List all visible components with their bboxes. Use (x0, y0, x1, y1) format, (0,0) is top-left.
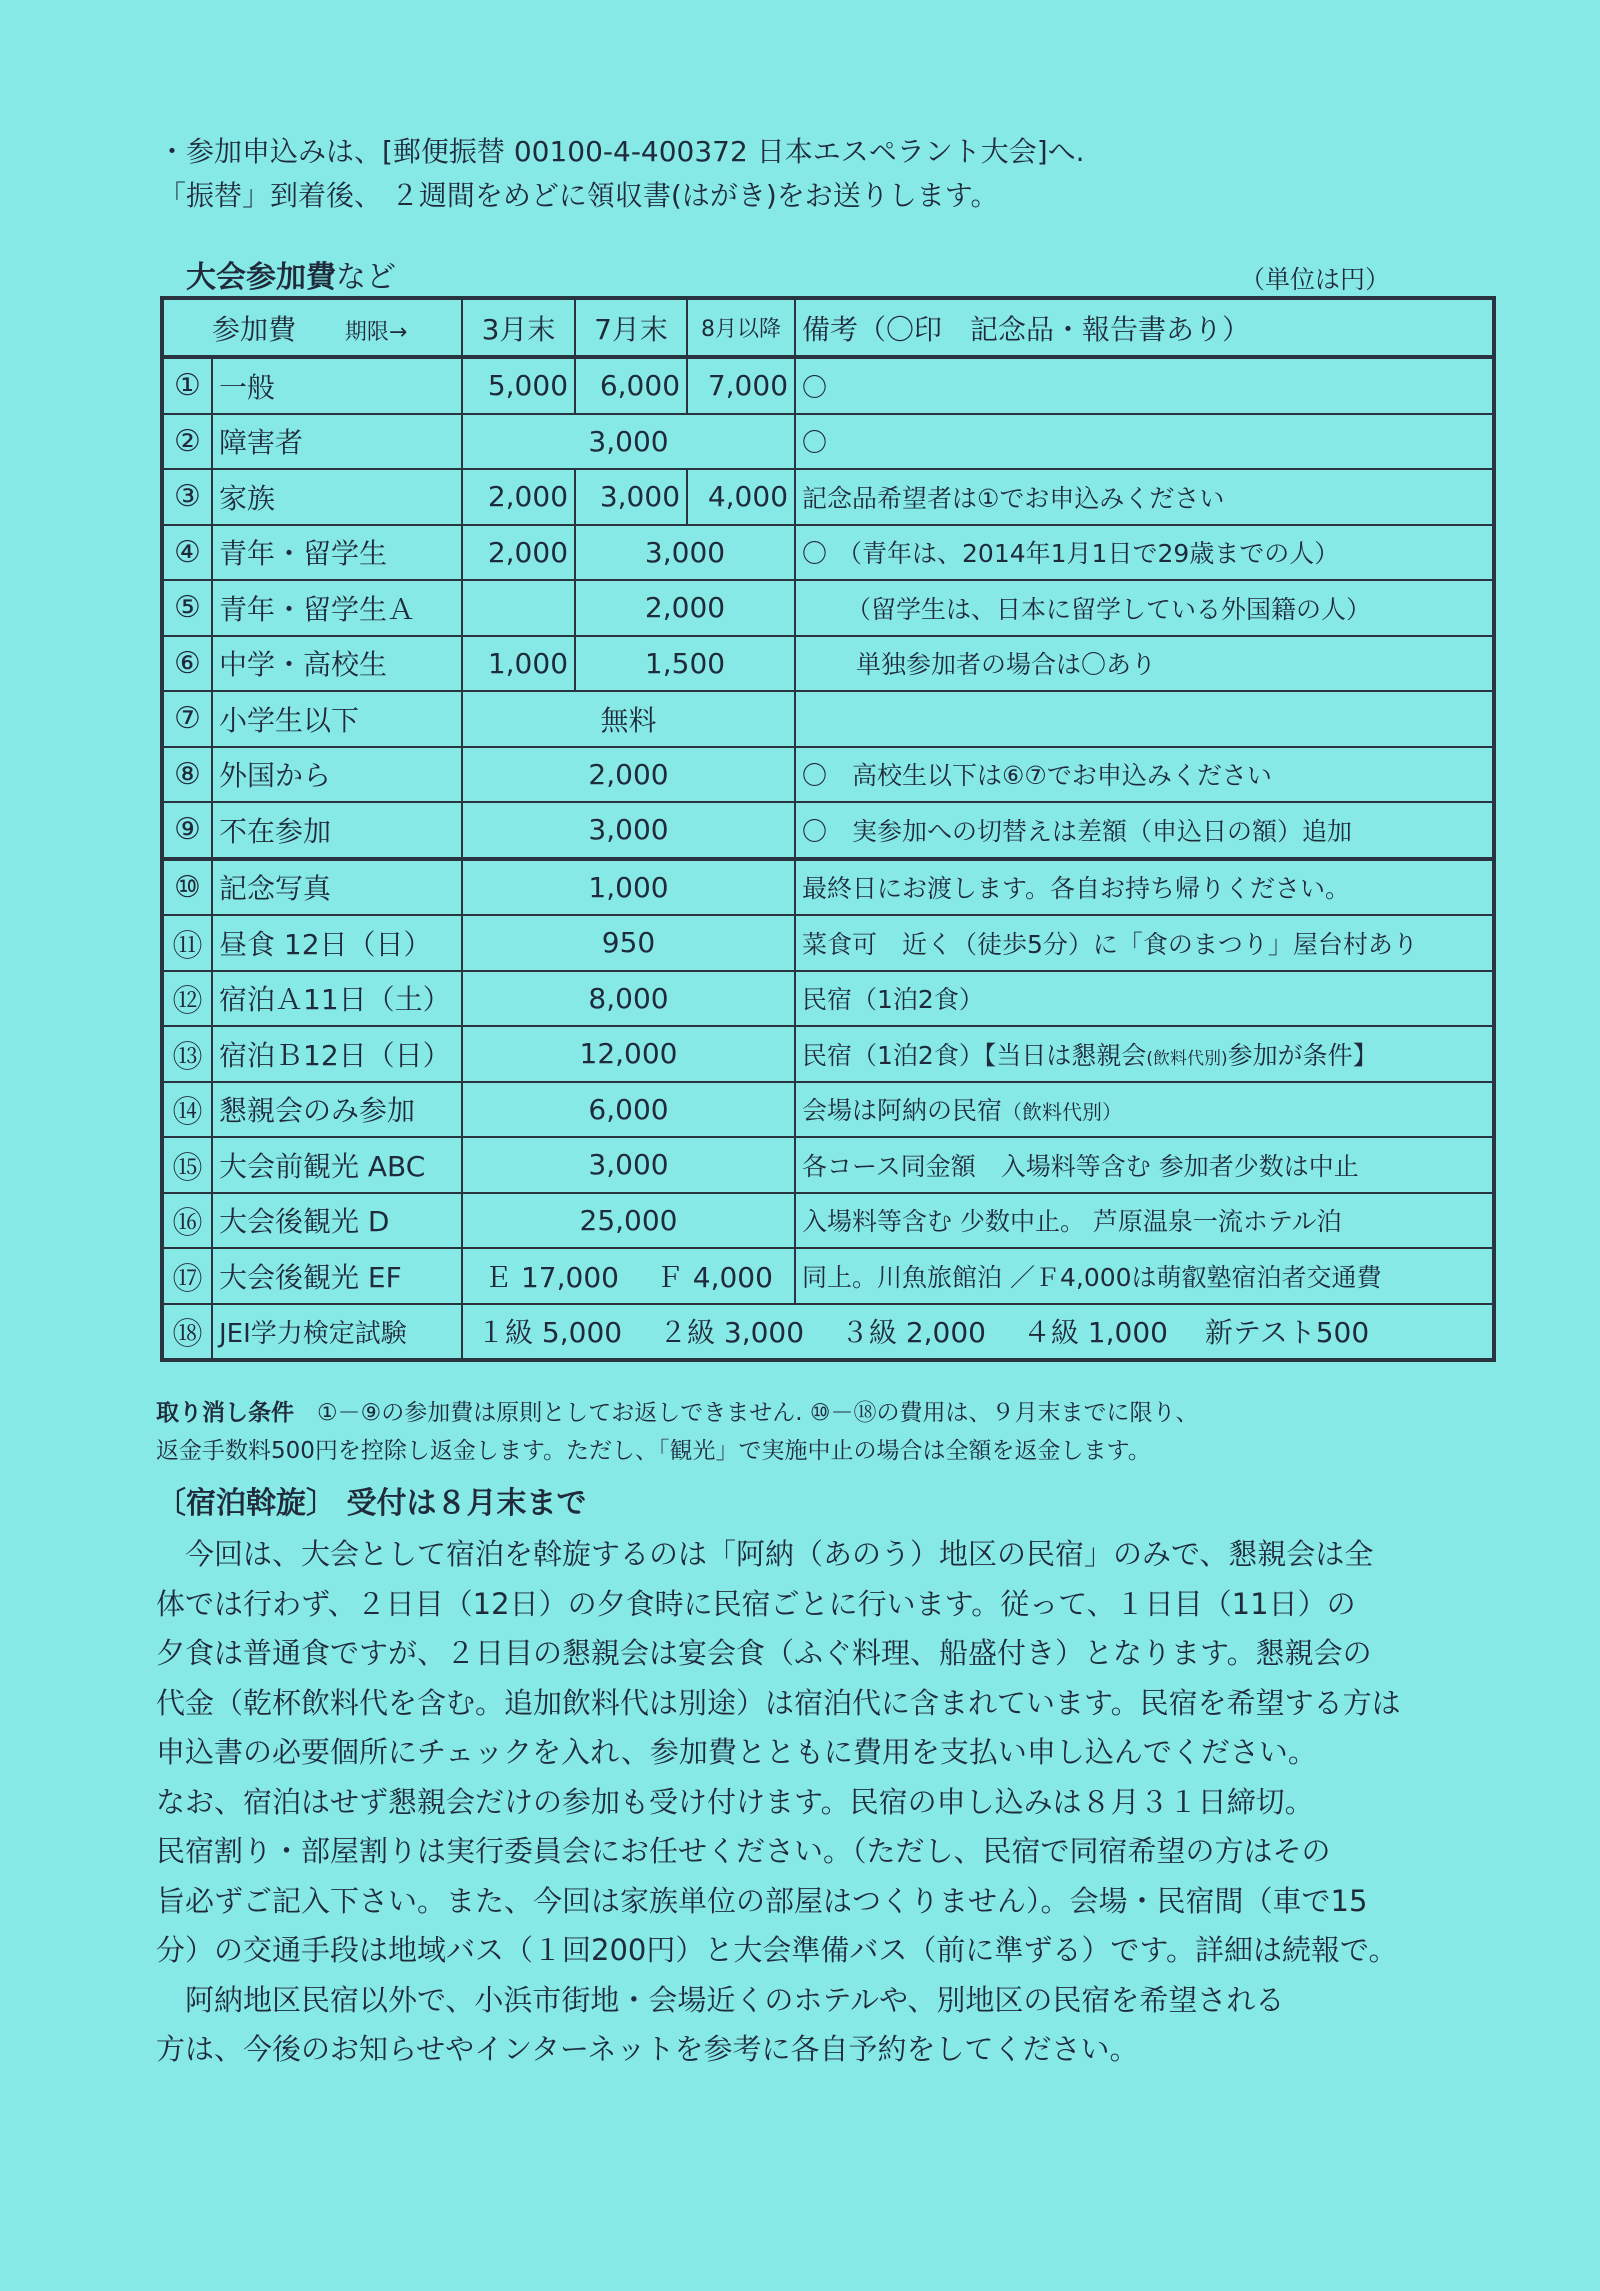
table-row: ⑪ 昼食 12日（日） 950 菜食可 近く（徒歩5分）に「食のまつり」屋台村あり (162, 915, 1494, 971)
intro-line-1: ・参加申込みは、[郵便振替 00100-4-400372 日本エスペラント大会]へ. (158, 135, 1085, 168)
table-row: ⑨ 不在参加 3,000 〇 実参加への切替えは差額（申込日の額）追加 (162, 802, 1494, 859)
fee-table-header (162, 298, 1494, 357)
header-item: 参加費 (212, 312, 297, 346)
fee-table (160, 296, 1496, 1362)
table-row: ⑥ 中学・高校生 1,000 1,500 単独参加者の場合は〇あり (162, 636, 1494, 692)
table-row: ⑤ 青年・留学生Ａ 2,000 （留学生は、日本に留学している外国籍の人） (162, 580, 1494, 636)
cancel-label: 取り消し条件 (156, 1400, 294, 1426)
table-row: ⑭ 懇親会のみ参加 6,000 会場は阿納の民宿（飲料代別） (162, 1082, 1494, 1138)
table-row: ⑰ 大会後観光 EF Ｅ 17,000 Ｆ 4,000 同上。川魚旅館泊 ／Ｆ4,000は萌叡塾宿泊者交通費 (162, 1248, 1494, 1304)
fee-section-title: 大会参加費など (186, 260, 396, 295)
table-row: ⑯ 大会後観光 D 25,000 入場料等含む 少数中止。 芦原温泉一流ホテル泊 (162, 1193, 1494, 1249)
header-col-august: 8月以降 (687, 298, 795, 357)
lodging-title: 〔宿泊斡旋〕 受付は８月末まで (156, 1486, 587, 1521)
unit-note: （単位は円） (1240, 265, 1391, 294)
table-row: ⑮ 大会前観光 ABC 3,000 各コース同金額 入場料等含む 参加者少数は中止 (162, 1137, 1494, 1193)
table-row: ① 一般 5,000 6,000 7,000 〇 (162, 357, 1494, 414)
intro-line-2: 「振替」到着後、 ２週間をめどに領収書(はがき)をお送りします。 (158, 179, 999, 212)
table-row: ⑬ 宿泊Ｂ12日（日） 12,000 民宿（1泊2食）【当日は懇親会(飲料代別)参加が条件】 (162, 1026, 1494, 1082)
intro (158, 130, 1085, 218)
table-row: ⑦ 小学生以下 無料 (162, 691, 1494, 747)
header-note: 備考（〇印 記念品・報告書あり） (795, 298, 1494, 357)
header-col-march: 3月末 (462, 298, 575, 357)
header-col-july: 7月末 (575, 298, 687, 357)
table-row: ② 障害者 3,000 〇 (162, 414, 1494, 470)
table-row: ⑱ JEI学力検定試験 １級 5,000 ２級 3,000 ３級 2,000 ４級 1,000 新テスト500 (162, 1304, 1494, 1361)
table-row: ⑩ 記念写真 1,000 最終日にお渡します。各自お持ち帰りください。 (162, 859, 1494, 916)
table-row: ⑧ 外国から 2,000 〇 高校生以下は⑥⑦でお申込みください (162, 747, 1494, 803)
header-deadline: 期限→ (344, 319, 408, 345)
cancel-conditions: 取り消し条件 ①－⑨の参加費は原則としてお返しできません. ⑩－⑱の費用は、９月末までに限り、 返金手数料500円を控除し返金します。ただし、「観光」で実施中止の場合は全額を返金します。 (156, 1400, 1199, 1464)
table-row: ③ 家族 2,000 3,000 4,000 記念品希望者は①でお申込みください (162, 469, 1494, 525)
table-row: ④ 青年・留学生 2,000 3,000 〇 （青年は、2014年1月1日で29歳までの人） (162, 525, 1494, 581)
lodging-paragraph: 今回は、大会として宿泊を斡旋するのは「阿納（あのう）地区の民宿」のみで、懇親会は全 体では行わず、２日目（12日）の夕食時に民宿ごとに行います。従って、１日目（11日）の 夕食は普通食ですが、２日目の懇親会は宴会食（ふぐ料理、船盛付き）となります。懇親会の 代金（乾杯飲料代を含む。追加飲料代は別途）は宿泊代に含まれています。民宿を希望する方は 申込書の必要個所にチェックを入れ、参加費とともに費用を支払い申し込んでください。 なお、宿泊はせず懇親会だけの参加も受け付けます。民宿の申し込みは８月３１日締切。 民宿割り・部屋割りは実行委員会にお任せください。（ただし、民宿で同宿希望の方はその 旨必ずご記入下さい。また、今回は家族単位の部屋はつくりません）。会場・民宿間（車で15 分）の交通手段は地域バス（１回200円）と大会準備バス（前に準ずる）です。詳細は続報で。 阿納地区民宿以外で、小浜市街地・会場近くのホテルや、別地区の民宿を希望される 方は、今後のお知らせやインターネットを参考に各自予約をしてください。 (156, 1537, 1401, 2066)
table-row: ⑫ 宿泊Ａ11日（土） 8,000 民宿（1泊2食） (162, 971, 1494, 1027)
